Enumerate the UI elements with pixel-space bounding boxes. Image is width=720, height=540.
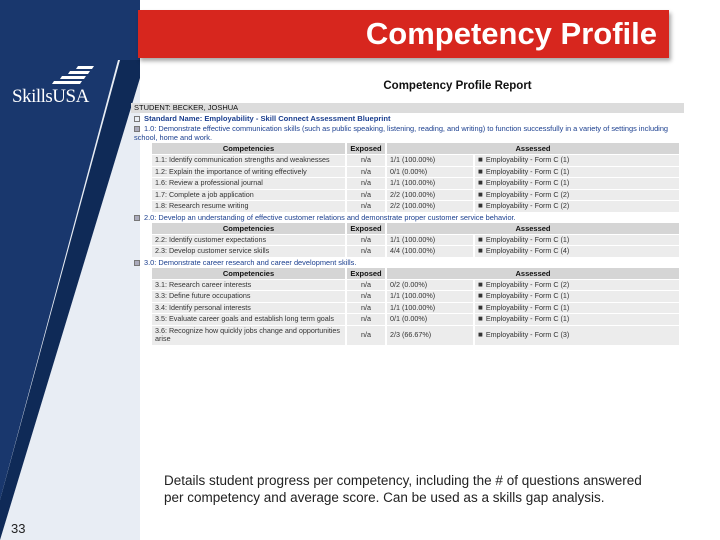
exposed-cell: n/a: [347, 167, 385, 178]
brand-wordmark: SkillsUSA: [12, 86, 89, 107]
assessment-cell[interactable]: [475, 326, 679, 345]
assessment-cell[interactable]: [475, 201, 679, 212]
standard-label: Standard Name: Employability - Skill Connect Assessment Blueprint: [144, 114, 391, 123]
assessment-form-link[interactable]: Employability - Form C (3): [485, 329, 570, 339]
slide-title: Competency Profile: [365, 16, 657, 51]
competency-cell: 3.1: Research career interests: [152, 280, 345, 291]
assessment-form-link[interactable]: Employability - Form C (1): [485, 178, 570, 187]
competency-cell: 1.7: Complete a job application: [152, 190, 345, 201]
col-competencies: Competencies: [152, 268, 345, 279]
score-cell: 0/1 (0.00%): [387, 314, 473, 325]
assessment-cell[interactable]: [475, 155, 679, 166]
bullet-icon: ■: [478, 314, 483, 323]
score-cell: 1/1 (100.00%): [387, 291, 473, 302]
goal-text: 3.0: Demonstrate career research and career development skills.: [144, 257, 357, 267]
exposed-cell: n/a: [347, 235, 385, 246]
score-cell: 2/3 (66.67%): [387, 326, 473, 345]
score-cell: 1/1 (100.00%): [387, 178, 473, 189]
bullet-icon: ■: [478, 302, 483, 312]
exposed-cell: n/a: [347, 303, 385, 314]
competency-table: [150, 222, 681, 258]
table-row: [152, 190, 679, 201]
score-cell: 0/1 (0.00%): [387, 167, 473, 178]
table-row: [152, 246, 679, 257]
sidebar-decoration: [0, 0, 140, 540]
col-assessed: Assessed: [387, 268, 679, 279]
skillsusa-logo: [12, 64, 112, 110]
score-cell: 1/1 (100.00%): [387, 303, 473, 314]
collapse-toggle-icon[interactable]: [134, 116, 140, 122]
assessment-cell[interactable]: [475, 280, 679, 291]
exposed-cell: n/a: [347, 314, 385, 325]
assessment-cell[interactable]: [475, 178, 679, 189]
assessment-form-link[interactable]: Employability - Form C (1): [485, 234, 570, 244]
exposed-cell: n/a: [347, 291, 385, 302]
assessment-form-link[interactable]: Employability - Form C (4): [485, 246, 570, 255]
assessment-cell[interactable]: [475, 235, 679, 246]
bullet-icon: ■: [478, 291, 483, 300]
assessment-cell[interactable]: [475, 190, 679, 201]
assessment-cell[interactable]: [475, 314, 679, 325]
assessment-cell[interactable]: [475, 291, 679, 302]
assessment-form-link[interactable]: Employability - Form C (2): [485, 201, 570, 210]
competency-cell: 2.3: Develop customer service skills: [152, 246, 345, 257]
competency-cell: 1.1: Identify communication strengths and weaknesses: [152, 155, 345, 166]
goal-heading[interactable]: [131, 258, 684, 267]
col-exposed: Exposed: [347, 223, 385, 234]
score-cell: 2/2 (100.00%): [387, 201, 473, 212]
assessment-form-link[interactable]: Employability - Form C (1): [485, 314, 570, 323]
exposed-cell: n/a: [347, 155, 385, 166]
table-row: [152, 280, 679, 291]
competency-cell: 3.5: Evaluate career goals and establish long term goals: [152, 314, 345, 325]
expand-toggle-icon[interactable]: [134, 215, 140, 221]
table-row: [152, 167, 679, 178]
title-bar: [138, 10, 669, 58]
slide-number: 33: [11, 521, 26, 536]
col-exposed: Exposed: [347, 268, 385, 279]
col-competencies: Competencies: [152, 223, 345, 234]
exposed-cell: n/a: [347, 201, 385, 212]
bullet-icon: ■: [478, 166, 483, 176]
goal-heading[interactable]: [131, 124, 684, 142]
table-row: [152, 178, 679, 189]
exposed-cell: n/a: [347, 326, 385, 345]
col-assessed: Assessed: [387, 143, 679, 154]
table-row: [152, 303, 679, 314]
competency-cell: 1.6: Review a professional journal: [152, 178, 345, 189]
competency-cell: 2.2: Identify customer expectations: [152, 235, 345, 246]
table-row: [152, 326, 679, 345]
table-row: [152, 314, 679, 325]
col-competencies: Competencies: [152, 143, 345, 154]
expand-toggle-icon[interactable]: [134, 126, 140, 132]
bullet-icon: ■: [478, 234, 483, 244]
report-sections: [131, 124, 684, 346]
assessment-form-link[interactable]: Employability - Form C (1): [485, 155, 570, 164]
bullet-icon: ■: [478, 201, 483, 210]
assessment-form-link[interactable]: Employability - Form C (1): [485, 166, 570, 176]
table-row: [152, 291, 679, 302]
expand-toggle-icon[interactable]: [134, 260, 140, 266]
competency-table: [150, 142, 681, 213]
goal-text: 1.0: Demonstrate effective communication skills (such as public speaking, listening, reading, and writing) to function successfully in a variety of settings including school, home and work.: [134, 124, 669, 142]
slide-caption: Details student progress per competency, including the # of questions answered per competency and average score. Can be used as a skills gap analysis.: [164, 473, 642, 505]
assessment-form-link[interactable]: Employability - Form C (1): [485, 291, 570, 300]
assessment-form-link[interactable]: Employability - Form C (2): [485, 279, 570, 289]
col-assessed: Assessed: [387, 223, 679, 234]
student-name: STUDENT: BECKER, JOSHUA: [131, 103, 684, 113]
standard-name[interactable]: [131, 113, 684, 124]
exposed-cell: n/a: [347, 246, 385, 257]
competency-cell: 3.6: Recognize how quickly jobs change and opportunities arise: [152, 326, 345, 345]
assessment-form-link[interactable]: Employability - Form C (2): [485, 189, 570, 199]
goal-heading[interactable]: [131, 213, 684, 222]
bullet-icon: ■: [478, 329, 483, 339]
competency-report: [131, 76, 684, 456]
assessment-cell[interactable]: [475, 167, 679, 178]
bullet-icon: ■: [478, 246, 483, 255]
bullet-icon: ■: [478, 178, 483, 187]
competency-table: [150, 267, 681, 346]
assessment-form-link[interactable]: Employability - Form C (1): [485, 302, 570, 312]
bullet-icon: ■: [478, 279, 483, 289]
score-cell: 1/1 (100.00%): [387, 155, 473, 166]
table-row: [152, 155, 679, 166]
score-cell: 4/4 (100.00%): [387, 246, 473, 257]
competency-cell: 3.3: Define future occupations: [152, 291, 345, 302]
score-cell: 2/2 (100.00%): [387, 190, 473, 201]
flag-stripes-icon: [48, 64, 96, 88]
table-row: [152, 201, 679, 212]
assessment-cell[interactable]: [475, 246, 679, 257]
competency-cell: 1.2: Explain the importance of writing effectively: [152, 167, 345, 178]
bullet-icon: ■: [478, 155, 483, 164]
report-title: Competency Profile Report: [383, 80, 532, 92]
score-cell: 1/1 (100.00%): [387, 235, 473, 246]
score-cell: 0/2 (0.00%): [387, 280, 473, 291]
exposed-cell: n/a: [347, 178, 385, 189]
col-exposed: Exposed: [347, 143, 385, 154]
table-row: [152, 235, 679, 246]
exposed-cell: n/a: [347, 280, 385, 291]
bullet-icon: ■: [478, 189, 483, 199]
competency-cell: 1.8: Research resume writing: [152, 201, 345, 212]
goal-text: 2.0: Develop an understanding of effective customer relations and demonstrate proper customer service behavior.: [144, 212, 516, 222]
exposed-cell: n/a: [347, 190, 385, 201]
assessment-cell[interactable]: [475, 303, 679, 314]
competency-cell: 3.4: Identify personal interests: [152, 303, 345, 314]
